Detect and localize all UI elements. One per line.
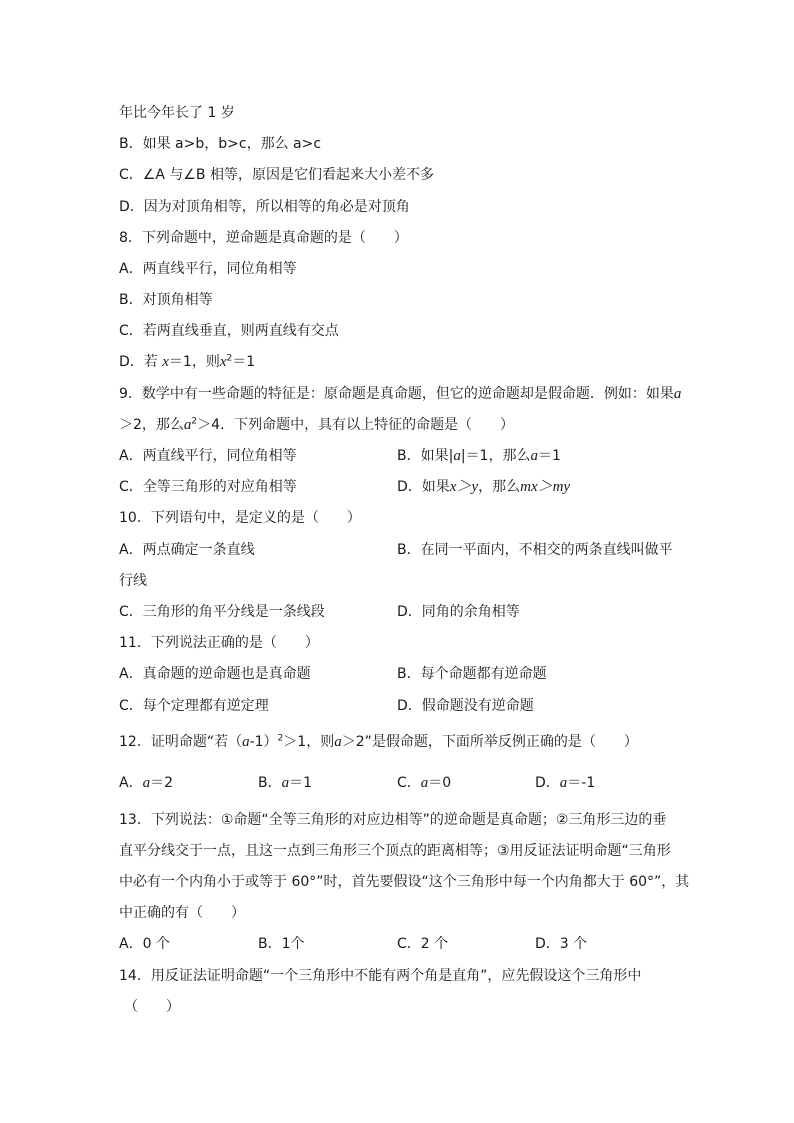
q8-option-c: C．若两直线垂直，则两直线有交点: [119, 323, 339, 339]
q12-stem-exponent: 2: [277, 733, 284, 744]
q9-l1-text: 9．数学中有一些命题的特征是：原命题是真命题，但它的逆命题却是假命题．例如：如果: [119, 386, 674, 402]
q13-option-a: A．0 个: [119, 936, 170, 952]
q11-option-c: C．每个定理都有逆定理: [119, 698, 269, 714]
q9-d-expr2: mx＞my: [520, 479, 571, 495]
q9-l2-var: a: [183, 417, 192, 433]
q9-b-prefix: B．如果|: [397, 448, 454, 464]
q13-option-d: D．3 个: [535, 936, 588, 952]
q10-option-b-continued: 行线: [119, 573, 147, 589]
q13-option-c: C．2 个: [397, 936, 449, 952]
q9-b-mid: |＝1，那么: [460, 448, 531, 464]
q10-option-d: D．同角的余角相等: [397, 604, 520, 620]
q9-d-expr1: x＞y: [449, 479, 479, 495]
q12-b-prefix: B．: [258, 775, 282, 791]
q9-stem-line-2: [119, 415, 514, 435]
q10-option-a: A．两点确定一条直线: [119, 542, 255, 558]
q9-d-prefix: D．如果: [397, 479, 450, 495]
q12-a-prefix: A．: [119, 775, 143, 791]
prev-option-c: C．∠A 与∠B 相等，原因是它们看起来大小差不多: [119, 167, 434, 183]
q13-stem-line-1: 13．下列说法：①命题“全等三角形的对应边相等”的逆命题是真命题；②三角形三边的垂: [119, 812, 667, 828]
q10-stem: 10．下列语句中，是定义的是（ ）: [119, 510, 361, 526]
q8-option-a: A．两直线平行，同位角相等: [119, 261, 297, 277]
q12-b-value: ＝1: [289, 775, 313, 791]
q9-b-var2: a: [530, 448, 538, 464]
q12-stem-mid: -1）: [249, 734, 278, 750]
q9-l2-exponent: 2: [191, 416, 198, 427]
q12-option-a: [119, 773, 173, 793]
q9-l2-suffix: ＞4．下列命题中，具有以上特征的命题是（ ）: [197, 417, 515, 433]
q8-d-prefix: D．若: [119, 354, 163, 370]
q12-option-b: [258, 773, 312, 793]
q13-stem-line-4: 中正确的有（ ）: [119, 905, 245, 921]
q10-option-b: B．在同一平面内，不相交的两条直线叫做平: [397, 542, 673, 558]
q8-option-d: [119, 352, 255, 372]
q12-option-c: [397, 773, 451, 793]
q12-stem-var2: a: [334, 734, 342, 750]
q9-stem-line-1: [119, 384, 681, 404]
q13-option-b: B．1个: [258, 936, 305, 952]
q13-stem-line-3: 中必有一个内角小于或等于 60°”时，首先要假设“这个三角形中每一个内角都大于 60°”，其: [119, 874, 690, 890]
q12-d-value: ＝-1: [567, 775, 596, 791]
q12-stem-var: a: [242, 734, 250, 750]
q9-d-mid: ，那么: [478, 479, 521, 495]
q13-stem-line-2: 直平分线交于一点，且这一点到三角形三个顶点的距离相等；③用反证法证明命题“三角形: [119, 843, 671, 859]
q12-c-value: ＝0: [428, 775, 452, 791]
prev-option-b: B．如果 a>b，b>c，那么 a>c: [119, 136, 322, 152]
q14-stem-line-1: 14．用反证法证明命题“一个三角形中不能有两个角是直角”，应先假设这个三角形中: [119, 968, 642, 984]
q12-stem-suffix: ＞2”是假命题，下面所举反例正确的是（ ）: [341, 734, 638, 750]
q9-b-suffix: ＝1: [537, 448, 561, 464]
q12-stem: [119, 732, 638, 752]
q11-option-d: D．假命题没有逆命题: [397, 698, 534, 714]
q8-d-exponent: 2: [226, 353, 233, 364]
q12-stem-mid2: ＞1，则: [283, 734, 335, 750]
q12-b-var: a: [281, 775, 290, 791]
q12-a-var: a: [142, 775, 151, 791]
q8-stem: 8．下列命题中，逆命题是真命题的是（ ）: [119, 230, 408, 246]
q10-option-c: C．三角形的角平分线是一条线段: [119, 604, 325, 620]
q9-b-var: a: [453, 448, 461, 464]
q12-c-prefix: C．: [397, 775, 421, 791]
prev-option-a-continued: 年比今年长了 1 岁: [119, 105, 235, 121]
q12-stem-prefix: 12．证明命题“若（: [119, 734, 243, 750]
q9-l1-var: a: [673, 386, 682, 402]
q9-l2-prefix: ＞2，那么: [119, 417, 184, 433]
q8-d-suffix: ＝1: [232, 354, 256, 370]
q12-c-var: a: [420, 775, 429, 791]
q12-d-prefix: D．: [535, 775, 560, 791]
q8-d-var-x2: x: [219, 354, 227, 370]
q8-option-b: B．对顶角相等: [119, 292, 213, 308]
q14-stem-line-2: （ ）: [124, 999, 180, 1015]
q8-d-var-x: x: [162, 354, 169, 370]
q9-option-d: [397, 477, 570, 497]
q9-option-a: A．两直线平行，同位角相等: [119, 448, 297, 464]
q9-option-c: C．全等三角形的对应角相等: [119, 479, 297, 495]
q8-d-mid: ＝1，则: [168, 354, 220, 370]
q12-a-value: ＝2: [150, 775, 173, 791]
q12-option-d: [535, 773, 595, 793]
prev-option-d: D．因为对顶角相等，所以相等的角必是对顶角: [119, 199, 410, 215]
q11-stem: 11．下列说法正确的是（ ）: [119, 635, 319, 651]
q11-option-a: A．真命题的逆命题也是真命题: [119, 666, 311, 682]
q12-d-var: a: [559, 775, 568, 791]
q9-option-b: [397, 446, 561, 466]
q11-option-b: B．每个命题都有逆命题: [397, 666, 547, 682]
